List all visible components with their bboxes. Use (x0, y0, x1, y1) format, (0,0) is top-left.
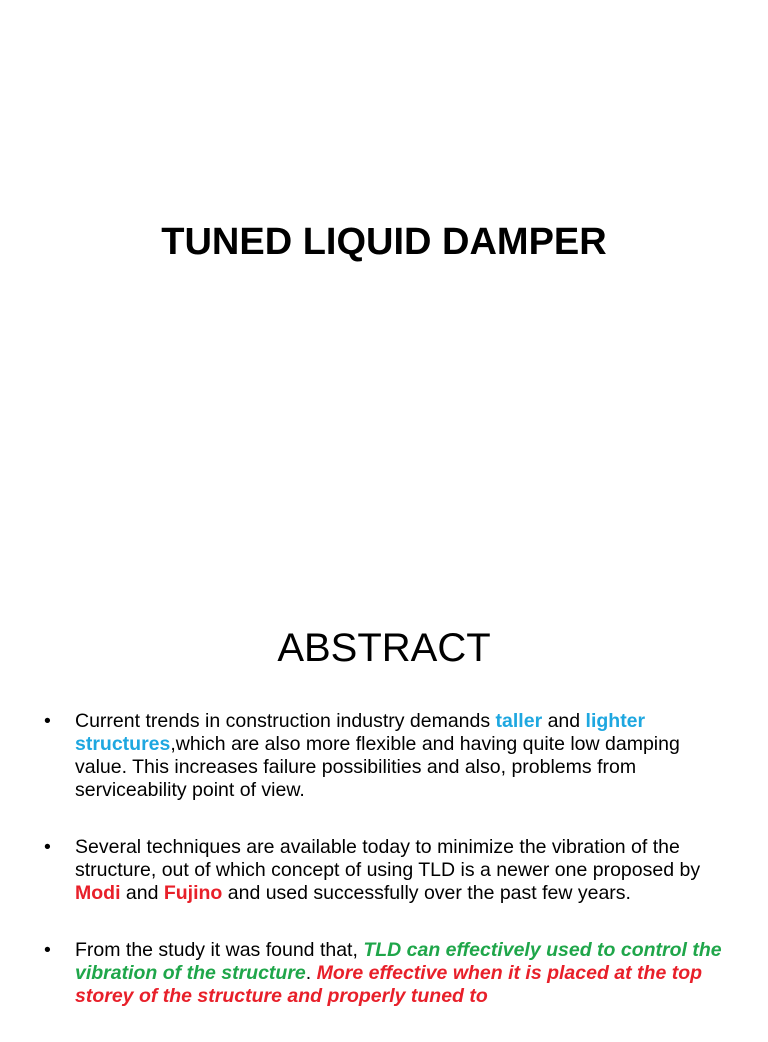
bullet-2-segment: and used successfully over the past few years. (222, 882, 631, 904)
keyword-modi: Modi (75, 882, 121, 904)
finding-tld-effective: TLD can effectively used to control the vibration of the structure (75, 939, 722, 984)
bullet-3-text (75, 939, 722, 1007)
bullet-2-segment: and (120, 882, 164, 904)
bullet-3-segment: . (305, 962, 317, 984)
bullet-icon: • (44, 939, 51, 961)
abstract-heading: ABSTRACT (277, 626, 491, 670)
keyword-taller: taller (495, 710, 543, 732)
bullet-1-segment: and (542, 710, 586, 732)
keyword-fujino: Fujino (163, 882, 223, 904)
slide-title: TUNED LIQUID DAMPER (161, 221, 607, 263)
bullet-item-3 (44, 939, 724, 1008)
bullet-3-segment: From the study it was found that, (75, 939, 364, 961)
bullet-icon: • (44, 710, 51, 732)
bullet-item-1 (44, 710, 724, 802)
abstract-bullet-list (44, 710, 724, 1042)
bullet-2-segment: Several techniques are available today to minimize the vibration of the structure, out of which concept of using TLD is a newer one proposed by (75, 836, 701, 881)
bullet-1-text (75, 710, 680, 801)
bullet-icon: • (44, 836, 51, 858)
bullet-item-2 (44, 836, 724, 905)
bullet-2-text (75, 836, 700, 904)
finding-top-storey: More effective when it is placed at the top storey of the structure and properly tuned to (75, 962, 703, 1007)
keyword-lighter-structures: lighter structures (75, 710, 646, 755)
bullet-1-segment: Current trends in construction industry demands (75, 710, 496, 732)
bullet-1-segment: ,which are also more flexible and having quite low damping value. This increases failure possibilities and also, problems from serviceability point of view. (75, 733, 680, 801)
